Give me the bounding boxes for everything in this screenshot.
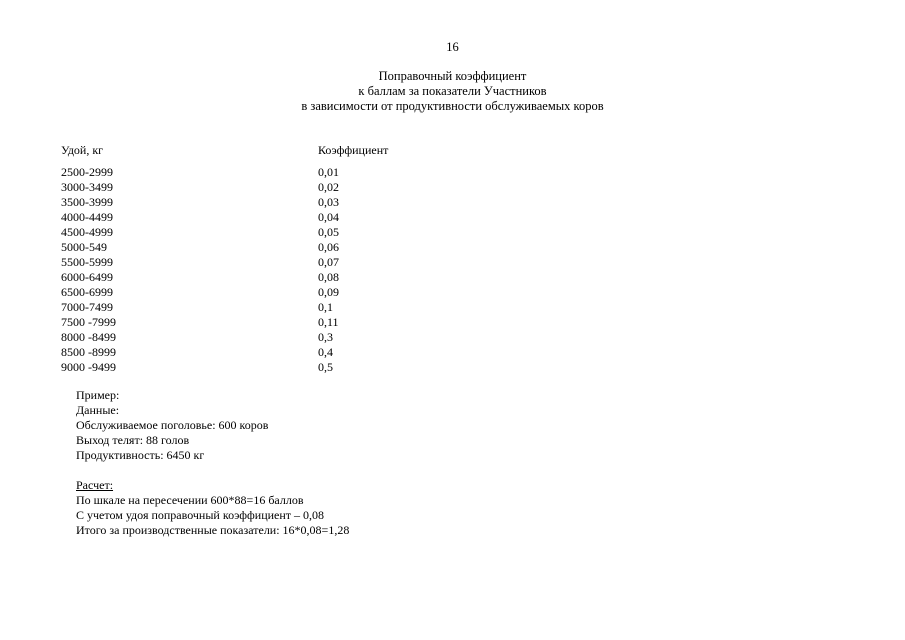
coefficient-cell: 0,09: [318, 285, 339, 299]
yield-cell: 9000 -9499: [61, 360, 116, 374]
header-coefficient: Коэффициент: [318, 143, 389, 157]
example-productivity: Продуктивность: 6450 кг: [76, 448, 205, 462]
page-number: 16: [446, 40, 459, 54]
example-calves: Выход телят: 88 голов: [76, 433, 190, 447]
example-section: [76, 388, 349, 538]
header-yield: Удой, кг: [61, 143, 104, 157]
calculation-heading: [76, 478, 349, 493]
table-row: [61, 210, 461, 225]
example-heading: Пример:: [76, 388, 120, 402]
table-row: [61, 270, 461, 285]
spacer: [76, 463, 349, 478]
coefficient-cell: 0,07: [318, 255, 339, 269]
coefficient-cell: 0,1: [318, 300, 333, 314]
document-title: [0, 69, 905, 114]
yield-cell: 3000-3499: [61, 180, 113, 194]
coefficient-cell: 0,4: [318, 345, 333, 359]
coefficient-cell: 0,08: [318, 270, 339, 284]
table-row: [61, 360, 461, 375]
example-data-label: Данные:: [76, 403, 120, 417]
yield-cell: 4500-4999: [61, 225, 113, 239]
coefficient-table: [61, 143, 461, 375]
table-row: [61, 195, 461, 210]
table-row: [61, 330, 461, 345]
coefficient-cell: 0,02: [318, 180, 339, 194]
coefficient-cell: 0,11: [318, 315, 339, 329]
yield-cell: 3500-3999: [61, 195, 113, 209]
yield-cell: 5500-5999: [61, 255, 113, 269]
yield-cell: 6500-6999: [61, 285, 113, 299]
calculation-heading-text: Расчет:: [76, 478, 114, 492]
coefficient-cell: 0,05: [318, 225, 339, 239]
coefficient-cell: 0,06: [318, 240, 339, 254]
yield-cell: 5000-549: [61, 240, 107, 254]
title-line: к баллам за показатели Участников: [358, 84, 547, 98]
title-line: Поправочный коэффициент: [378, 69, 527, 83]
coefficient-cell: 0,3: [318, 330, 333, 344]
table-row: [61, 345, 461, 360]
calculation-line: С учетом удоя поправочный коэффициент – 0,08: [76, 508, 325, 522]
yield-cell: 8500 -8999: [61, 345, 116, 359]
yield-cell: 8000 -8499: [61, 330, 116, 344]
yield-cell: 7500 -7999: [61, 315, 116, 329]
coefficient-cell: 0,03: [318, 195, 339, 209]
title-line: в зависимости от продуктивности обслуживаемых коров: [301, 99, 604, 113]
yield-cell: 7000-7499: [61, 300, 113, 314]
yield-cell: 4000-4499: [61, 210, 113, 224]
calculation-line: Итого за производственные показатели: 16*0,08=1,28: [76, 523, 350, 537]
yield-cell: 6000-6499: [61, 270, 113, 284]
yield-cell: 2500-2999: [61, 165, 113, 179]
table-row: [61, 300, 461, 315]
table-header: [61, 143, 461, 158]
table-row: [61, 165, 461, 180]
table-row: [61, 180, 461, 195]
coefficient-cell: 0,01: [318, 165, 339, 179]
table-row: [61, 225, 461, 240]
example-herd: Обслуживаемое поголовье: 600 коров: [76, 418, 269, 432]
table-row: [61, 315, 461, 330]
table-row: [61, 240, 461, 255]
table-row: [61, 255, 461, 270]
calculation-line: По шкале на пересечении 600*88=16 баллов: [76, 493, 304, 507]
coefficient-cell: 0,04: [318, 210, 339, 224]
coefficient-cell: 0,5: [318, 360, 333, 374]
table-row: [61, 285, 461, 300]
